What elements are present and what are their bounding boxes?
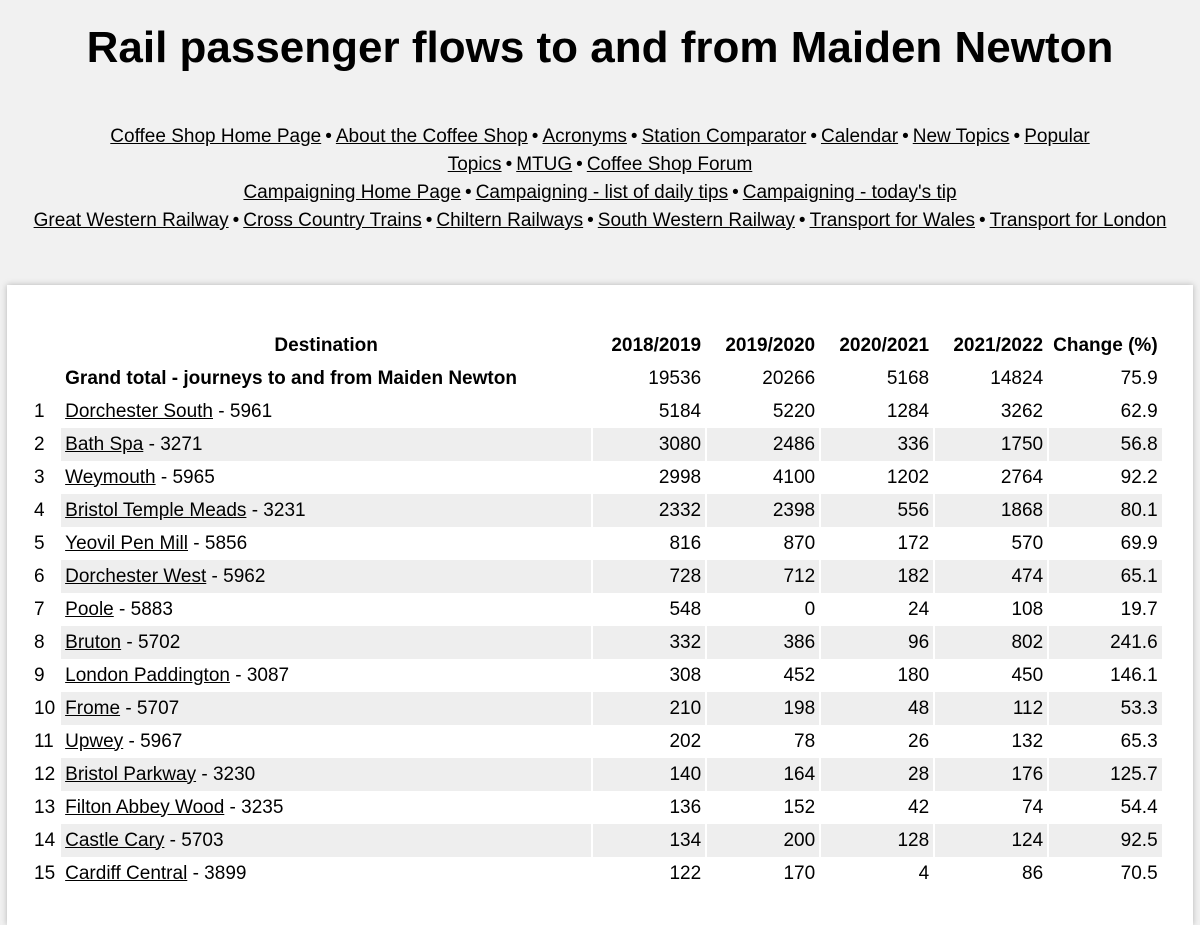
value-2020-cell: 4 xyxy=(918,862,930,884)
rank-cell: 4 xyxy=(34,499,45,521)
rank-cell: 10 xyxy=(34,697,56,719)
value-2020-cell: 96 xyxy=(821,626,933,659)
destination-header: Destination xyxy=(274,334,378,356)
value-2018-cell: 308 xyxy=(669,664,702,686)
station-link-london-paddington[interactable]: London Paddington xyxy=(65,664,230,686)
rank-cell: 3 xyxy=(34,466,45,488)
station-link-castle-cary[interactable]: Castle Cary xyxy=(65,829,165,851)
rank-cell: 14 xyxy=(34,829,56,851)
station-code: - 5965 xyxy=(155,466,215,488)
change-cell: 56.8 xyxy=(1049,428,1162,461)
table-header-row xyxy=(30,329,1162,362)
value-2021-cell: 802 xyxy=(935,626,1047,659)
value-2019-cell: 4100 xyxy=(772,466,816,488)
total-change-cell: 75.9 xyxy=(1120,367,1158,389)
value-2020-cell: 182 xyxy=(821,560,933,593)
table-row xyxy=(30,527,1162,560)
year-2021-header: 2021/2022 xyxy=(953,334,1044,356)
table-row xyxy=(30,626,1162,659)
station-code: - 5707 xyxy=(120,697,180,719)
value-2021-cell: 3262 xyxy=(1000,400,1044,422)
value-2019-cell: 2398 xyxy=(707,494,819,527)
change-cell: 92.2 xyxy=(1120,466,1158,488)
nav-link-coffee-shop-home-page[interactable]: Coffee Shop Home Page xyxy=(110,126,322,147)
change-cell: 70.5 xyxy=(1120,862,1158,884)
nav-link-calendar[interactable]: Calendar xyxy=(820,126,899,147)
station-code: - 5883 xyxy=(113,598,173,620)
nav-link-transport-for-london[interactable]: Transport for London xyxy=(989,210,1167,231)
value-2019-cell: 386 xyxy=(707,626,819,659)
value-2018-cell: 332 xyxy=(593,626,705,659)
station-link-bruton[interactable]: Bruton xyxy=(65,631,122,653)
nav-link-transport-for-wales[interactable]: Transport for Wales xyxy=(809,210,975,231)
change-cell: 146.1 xyxy=(1110,664,1158,686)
nav-separator: • xyxy=(531,126,539,147)
change-cell: 53.3 xyxy=(1049,692,1162,725)
change-cell: 65.1 xyxy=(1049,560,1162,593)
value-2021-cell: 132 xyxy=(1011,730,1044,752)
change-cell: 62.9 xyxy=(1120,400,1158,422)
value-2018-cell: 136 xyxy=(669,796,702,818)
rank-cell: 15 xyxy=(34,862,56,884)
rank-cell: 9 xyxy=(34,664,45,686)
destination-cell xyxy=(61,527,591,560)
value-2020-cell: 172 xyxy=(897,532,930,554)
station-code: - 5702 xyxy=(121,631,181,653)
destination-cell xyxy=(61,824,591,857)
value-2021-cell: 176 xyxy=(935,758,1047,791)
value-2018-cell: 5184 xyxy=(658,400,702,422)
value-2018-cell: 728 xyxy=(593,560,705,593)
station-link-bath-spa[interactable]: Bath Spa xyxy=(65,433,144,455)
rank-cell: 8 xyxy=(34,631,45,653)
value-2019-cell: 452 xyxy=(783,664,816,686)
destination-cell xyxy=(61,461,591,494)
nav-link-popular-topics[interactable]: Popular Topics xyxy=(447,126,1090,175)
station-link-bristol-temple-meads[interactable]: Bristol Temple Meads xyxy=(65,499,247,521)
table-row xyxy=(30,560,1162,593)
destination-cell xyxy=(61,626,591,659)
nav-link-about-the-coffee-shop[interactable]: About the Coffee Shop xyxy=(335,126,528,147)
value-2019-cell: 5220 xyxy=(772,400,816,422)
destination-cell xyxy=(61,725,591,758)
page-title: Rail passenger flows to and from Maiden Newton xyxy=(86,23,1114,72)
nav-separator: • xyxy=(425,210,433,231)
table-row xyxy=(30,758,1162,791)
table-row xyxy=(30,395,1162,428)
destination-cell xyxy=(61,692,591,725)
nav-link-station-comparator[interactable]: Station Comparator xyxy=(641,126,807,147)
destination-cell xyxy=(61,494,591,527)
nav-link-chiltern-railways[interactable]: Chiltern Railways xyxy=(436,210,584,231)
destination-cell xyxy=(61,560,591,593)
station-code: - 3231 xyxy=(246,499,306,521)
destination-cell xyxy=(61,428,591,461)
value-2021-cell: 1750 xyxy=(935,428,1047,461)
value-2018-cell: 2332 xyxy=(593,494,705,527)
table-row xyxy=(30,593,1162,626)
station-code: - 5967 xyxy=(123,730,183,752)
table-row xyxy=(30,428,1162,461)
nav-line-operators xyxy=(0,207,1200,235)
flows-table xyxy=(28,329,1164,890)
value-2018-cell: 210 xyxy=(593,692,705,725)
total-2020-cell: 5168 xyxy=(886,367,930,389)
nav-link-campaigning-home-page[interactable]: Campaigning Home Page xyxy=(243,182,462,203)
value-2021-cell: 450 xyxy=(1011,664,1044,686)
grand-total-row xyxy=(30,362,1162,395)
value-2019-cell: 198 xyxy=(707,692,819,725)
station-link-upwey[interactable]: Upwey xyxy=(65,730,124,752)
station-link-dorchester-west[interactable]: Dorchester West xyxy=(65,565,207,587)
nav-link-new-topics[interactable]: New Topics xyxy=(912,126,1010,147)
value-2021-cell: 474 xyxy=(935,560,1047,593)
value-2020-cell: 1202 xyxy=(886,466,930,488)
value-2020-cell: 556 xyxy=(821,494,933,527)
rank-cell: 12 xyxy=(34,763,56,785)
station-code: - 5961 xyxy=(213,400,273,422)
nav-separator: • xyxy=(232,210,240,231)
rank-cell: 5 xyxy=(34,532,45,554)
change-cell: 19.7 xyxy=(1120,598,1158,620)
station-link-bristol-parkway[interactable]: Bristol Parkway xyxy=(65,763,197,785)
destination-cell xyxy=(61,395,591,428)
rank-cell: 1 xyxy=(34,400,45,422)
table-row xyxy=(30,461,1162,494)
nav-separator: • xyxy=(325,126,332,147)
change-cell: 241.6 xyxy=(1049,626,1162,659)
value-2021-cell: 112 xyxy=(935,692,1047,725)
nav-line-campaigning xyxy=(0,179,1200,207)
value-2021-cell: 108 xyxy=(1011,598,1044,620)
year-2020-header: 2020/2021 xyxy=(839,334,930,356)
value-2018-cell: 140 xyxy=(593,758,705,791)
change-cell: 69.9 xyxy=(1120,532,1158,554)
nav-link-acronyms[interactable]: Acronyms xyxy=(542,126,627,147)
value-2021-cell: 2764 xyxy=(1000,466,1044,488)
table-row xyxy=(30,494,1162,527)
station-code: - 5856 xyxy=(188,532,248,554)
table-row xyxy=(30,791,1162,824)
station-code: - 3271 xyxy=(143,433,203,455)
value-2019-cell: 78 xyxy=(794,730,816,752)
nav-separator: • xyxy=(979,210,986,231)
nav-separator: • xyxy=(1013,126,1021,147)
destination-cell xyxy=(61,593,591,626)
station-link-yeovil-pen-mill[interactable]: Yeovil Pen Mill xyxy=(65,532,189,554)
change-cell: 54.4 xyxy=(1120,796,1158,818)
value-2018-cell: 2998 xyxy=(658,466,702,488)
value-2019-cell: 712 xyxy=(707,560,819,593)
value-2020-cell: 48 xyxy=(821,692,933,725)
total-2021-cell: 14824 xyxy=(990,367,1044,389)
nav-separator: • xyxy=(505,154,513,175)
nav-separator: • xyxy=(732,182,739,203)
value-2018-cell: 816 xyxy=(669,532,702,554)
value-2019-cell: 200 xyxy=(707,824,819,857)
value-2020-cell: 42 xyxy=(908,796,930,818)
value-2021-cell: 570 xyxy=(1011,532,1044,554)
nav-link-south-western-railway[interactable]: South Western Railway xyxy=(597,210,795,231)
value-2020-cell: 28 xyxy=(821,758,933,791)
station-code: - 3899 xyxy=(187,862,247,884)
rank-cell: 11 xyxy=(34,730,54,752)
value-2020-cell: 128 xyxy=(821,824,933,857)
nav-link-campaigning-list-of-daily-tips[interactable]: Campaigning - list of daily tips xyxy=(475,182,729,203)
change-cell: 80.1 xyxy=(1049,494,1162,527)
change-cell: 125.7 xyxy=(1049,758,1162,791)
value-2018-cell: 202 xyxy=(669,730,702,752)
nav-link-coffee-shop-forum[interactable]: Coffee Shop Forum xyxy=(586,154,753,175)
destination-cell xyxy=(61,659,591,692)
table-row xyxy=(30,692,1162,725)
rank-cell xyxy=(30,362,59,395)
nav-separator: • xyxy=(465,182,472,203)
value-2019-cell: 170 xyxy=(783,862,816,884)
value-2020-cell: 336 xyxy=(821,428,933,461)
nav-separator: • xyxy=(810,126,817,147)
station-link-frome[interactable]: Frome xyxy=(65,697,121,719)
total-2018-cell: 19536 xyxy=(648,367,702,389)
station-link-poole[interactable]: Poole xyxy=(65,598,114,620)
rank-cell: 13 xyxy=(34,796,56,818)
station-link-weymouth[interactable]: Weymouth xyxy=(65,466,156,488)
site-navigation xyxy=(0,123,1200,235)
nav-separator: • xyxy=(798,210,806,231)
value-2018-cell: 122 xyxy=(669,862,702,884)
station-code: - 3235 xyxy=(224,796,284,818)
rank-cell: 2 xyxy=(34,433,45,455)
destination-cell xyxy=(61,791,591,824)
year-2019-header: 2019/2020 xyxy=(725,334,816,356)
destination-cell xyxy=(61,857,591,890)
station-code: - 3087 xyxy=(229,664,290,686)
nav-link-great-western-railway[interactable]: Great Western Railway xyxy=(33,210,229,231)
rank-cell: 6 xyxy=(34,565,45,587)
value-2021-cell: 1868 xyxy=(935,494,1047,527)
nav-link-cross-country-trains[interactable]: Cross Country Trains xyxy=(243,210,422,231)
rank-cell: 7 xyxy=(34,598,45,620)
station-code: - 3230 xyxy=(196,763,256,785)
station-link-dorchester-south[interactable]: Dorchester South xyxy=(65,400,213,422)
station-link-filton-abbey-wood[interactable]: Filton Abbey Wood xyxy=(65,796,225,818)
value-2018-cell: 134 xyxy=(593,824,705,857)
nav-separator: • xyxy=(902,126,909,147)
change-cell: 92.5 xyxy=(1049,824,1162,857)
rank-header xyxy=(30,329,59,362)
table-row xyxy=(30,659,1162,692)
content-panel xyxy=(7,285,1193,925)
value-2019-cell: 870 xyxy=(783,532,816,554)
value-2020-cell: 26 xyxy=(908,730,930,752)
value-2018-cell: 3080 xyxy=(593,428,705,461)
value-2021-cell: 86 xyxy=(1022,862,1044,884)
station-link-cardiff-central[interactable]: Cardiff Central xyxy=(65,862,188,884)
destination-cell xyxy=(61,758,591,791)
grand-total-label: Grand total - journeys to and from Maiden Newton xyxy=(65,367,517,389)
value-2019-cell: 0 xyxy=(804,598,816,620)
station-code: - 5962 xyxy=(206,565,266,587)
nav-separator: • xyxy=(576,154,583,175)
nav-link-mtug[interactable]: MTUG xyxy=(516,154,573,175)
table-row xyxy=(30,824,1162,857)
value-2020-cell: 24 xyxy=(908,598,930,620)
total-2019-cell: 20266 xyxy=(762,367,816,389)
value-2019-cell: 2486 xyxy=(707,428,819,461)
year-2018-header: 2018/2019 xyxy=(611,334,702,356)
value-2019-cell: 164 xyxy=(707,758,819,791)
station-code: - 5703 xyxy=(164,829,224,851)
nav-line-coffee-shop xyxy=(0,123,1200,179)
nav-link-campaigning-today-s-tip[interactable]: Campaigning - today's tip xyxy=(742,182,957,203)
value-2020-cell: 180 xyxy=(897,664,930,686)
nav-separator: • xyxy=(630,126,638,147)
value-2021-cell: 124 xyxy=(935,824,1047,857)
value-2021-cell: 74 xyxy=(1022,796,1044,818)
change-header: Change (%) xyxy=(1053,334,1158,356)
nav-separator: • xyxy=(587,210,594,231)
value-2019-cell: 152 xyxy=(783,796,816,818)
value-2020-cell: 1284 xyxy=(886,400,930,422)
table-row xyxy=(30,857,1162,890)
value-2018-cell: 548 xyxy=(669,598,702,620)
change-cell: 65.3 xyxy=(1120,730,1158,752)
table-row xyxy=(30,725,1162,758)
